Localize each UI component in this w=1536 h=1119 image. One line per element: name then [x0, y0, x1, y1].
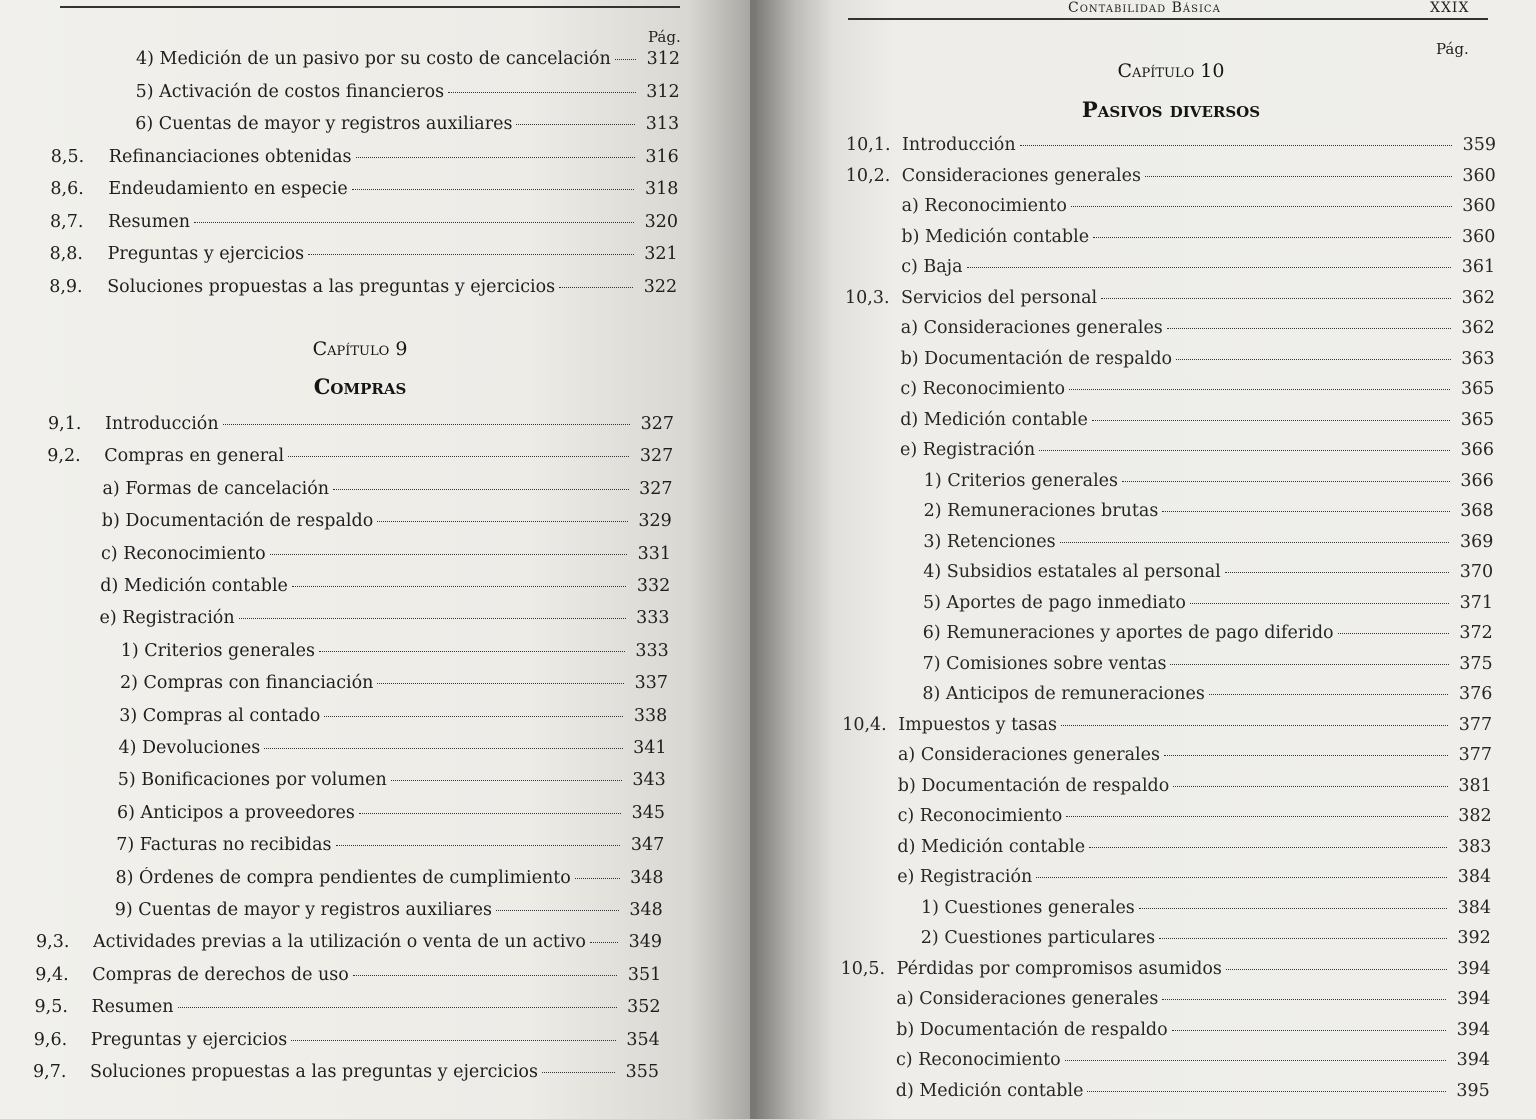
toc-page-number: 331 — [637, 543, 671, 564]
dot-leader — [448, 92, 635, 93]
toc-entry-title: Introducción — [105, 414, 219, 434]
dot-leader — [1069, 389, 1450, 390]
chapter-label: Capítulo 9 — [312, 338, 408, 360]
dot-leader — [1190, 603, 1449, 604]
toc-entry-title: a) Formas de cancelación — [102, 478, 330, 499]
toc-page-number: 366 — [1460, 470, 1494, 491]
toc-page-number: 377 — [1458, 714, 1493, 735]
toc-page-number: 355 — [625, 1062, 659, 1082]
dot-leader — [194, 222, 634, 223]
toc-entry-title: Consideraciones generales — [901, 165, 1141, 186]
dot-leader — [1225, 572, 1449, 573]
dot-leader — [1145, 176, 1452, 177]
toc-entry[interactable] — [922, 683, 1492, 705]
section-number: 8,5. — [50, 146, 85, 167]
toc-entry-title: Pérdidas por compromisos asumidos — [896, 958, 1222, 979]
toc-entry[interactable] — [135, 113, 679, 135]
toc-entry-title: Refinanciaciones obtenidas — [108, 146, 352, 167]
toc-entry-title: 2) Cuestiones particulares — [920, 928, 1156, 948]
toc-page-number: 375 — [1459, 653, 1493, 674]
toc-entry[interactable] — [923, 622, 1493, 644]
toc-page-number: 394 — [1456, 1050, 1490, 1070]
toc-entry-title: a) Consideraciones generales — [900, 318, 1163, 338]
toc-entry[interactable] — [896, 1049, 1490, 1071]
toc-entry[interactable] — [108, 243, 678, 265]
toc-entry-title: d) Medición contable — [897, 836, 1086, 857]
toc-entry[interactable] — [901, 287, 1495, 309]
dot-leader — [291, 1040, 615, 1041]
toc-entry-title: Impuestos y tasas — [898, 714, 1057, 735]
dot-leader — [1170, 664, 1448, 665]
toc-page-number: 313 — [645, 114, 680, 134]
toc-entry-title: c) Reconocimiento — [101, 543, 266, 564]
toc-entry[interactable] — [103, 478, 673, 500]
toc-page-number: 318 — [644, 179, 679, 199]
toc-entry[interactable] — [898, 775, 1492, 797]
top-rule — [848, 18, 1488, 20]
toc-entry[interactable] — [116, 867, 664, 889]
toc-entry-title: 4) Subsidios estatales al personal — [923, 562, 1221, 582]
toc-entry-title: b) Documentación de respaldo — [101, 511, 374, 532]
toc-entry-title: 1) Criterios generales — [120, 640, 315, 661]
toc-entry[interactable] — [923, 653, 1493, 675]
dot-leader — [324, 716, 623, 717]
toc-page-number: 365 — [1460, 379, 1495, 399]
toc-page-number: 372 — [1459, 623, 1493, 643]
toc-entry[interactable] — [108, 211, 678, 233]
toc-entry[interactable] — [115, 899, 663, 921]
dot-leader — [1087, 1091, 1445, 1092]
toc-entry-title: Compras en general — [104, 446, 285, 467]
section-number: 10,5. — [840, 958, 886, 979]
dot-leader — [356, 157, 635, 158]
toc-page-number: 352 — [627, 997, 661, 1018]
toc-page-number: 363 — [1461, 348, 1495, 369]
toc-entry[interactable] — [121, 640, 669, 662]
dot-leader — [1159, 938, 1447, 939]
dot-leader — [1061, 725, 1448, 726]
toc-entry[interactable] — [109, 146, 679, 168]
toc-entry-title: e) Registración — [897, 867, 1033, 887]
dot-leader — [1020, 145, 1452, 146]
section-number: 10,3. — [845, 287, 890, 308]
toc-entry[interactable] — [108, 178, 678, 200]
toc-page-number: 332 — [636, 576, 671, 596]
toc-entry[interactable] — [119, 737, 667, 759]
toc-entry[interactable] — [924, 470, 1494, 492]
dot-leader — [590, 942, 618, 943]
toc-page-number: 327 — [640, 414, 674, 434]
toc-entry[interactable] — [896, 988, 1490, 1010]
toc-page-number: 376 — [1458, 684, 1493, 704]
toc-page-number: 381 — [1458, 775, 1492, 796]
dot-leader — [333, 489, 628, 490]
dot-leader — [352, 189, 635, 190]
dot-leader — [308, 254, 633, 255]
toc-entry-title: Compras de derechos de uso — [92, 964, 349, 985]
toc-entry[interactable] — [91, 1029, 660, 1051]
toc-page-number: 360 — [1461, 226, 1496, 247]
dot-leader — [1092, 420, 1450, 421]
dot-leader — [1122, 481, 1450, 482]
toc-page-number: 383 — [1457, 836, 1492, 857]
toc-entry-title: 4) Devoluciones — [118, 738, 261, 758]
dot-leader — [1071, 206, 1452, 207]
toc-page-number: 370 — [1459, 562, 1494, 582]
toc-entry-title: Endeudamiento en especie — [108, 179, 348, 199]
dot-leader — [1167, 328, 1451, 329]
toc-entry-title: b) Documentación de respaldo — [897, 775, 1170, 796]
toc-entry[interactable] — [136, 48, 680, 70]
dot-leader — [264, 748, 622, 749]
toc-entry[interactable] — [120, 672, 668, 694]
toc-entry[interactable] — [92, 964, 661, 986]
toc-entry-title: 6) Anticipos a proveedores — [117, 802, 355, 823]
toc-entry[interactable] — [896, 1080, 1490, 1102]
toc-page-number: 394 — [1456, 1019, 1491, 1040]
toc-entry-title: c) Baja — [901, 257, 963, 277]
section-number: 10,1. — [846, 135, 891, 155]
dot-leader — [353, 975, 617, 976]
toc-entry[interactable] — [119, 705, 667, 727]
dot-leader — [1093, 237, 1451, 238]
toc-entry[interactable] — [898, 744, 1492, 766]
toc-entry[interactable] — [100, 607, 670, 629]
toc-page-number: 349 — [628, 932, 662, 953]
toc-entry[interactable] — [901, 226, 1495, 248]
toc-entry[interactable] — [900, 409, 1494, 431]
section-number: 10,4. — [842, 714, 887, 735]
toc-entry-title: c) Reconocimiento — [900, 379, 1066, 399]
toc-page-number: 369 — [1459, 531, 1494, 552]
toc-page-number: 368 — [1460, 501, 1494, 521]
toc-entry[interactable] — [897, 958, 1491, 980]
dot-leader — [1089, 847, 1447, 848]
dot-leader — [1036, 877, 1447, 878]
dot-leader — [1338, 633, 1449, 634]
toc-entry-title: e) Registración — [99, 608, 235, 629]
toc-page-number: 337 — [634, 673, 668, 694]
toc-page-number: 321 — [644, 244, 678, 264]
toc-page-number: 333 — [635, 640, 669, 661]
section-number: 9,4. — [35, 964, 69, 985]
toc-entry[interactable] — [93, 931, 662, 953]
toc-entry[interactable] — [901, 317, 1495, 339]
toc-page-number: 362 — [1461, 318, 1495, 338]
toc-page-number: 327 — [639, 446, 674, 467]
toc-entry[interactable] — [101, 543, 671, 565]
toc-page-number: 354 — [626, 1029, 660, 1050]
dot-leader — [1176, 359, 1451, 360]
running-head: Contabilidad Básica — [1068, 0, 1221, 16]
toc-entry[interactable] — [900, 439, 1494, 461]
toc-entry-title: 7) Comisiones sobre ventas — [922, 653, 1167, 674]
toc-entry[interactable] — [896, 1019, 1490, 1041]
chapter-title: Pasivos diversos — [1081, 97, 1261, 122]
toc-entry[interactable] — [117, 802, 665, 824]
toc-entry-title: 8) Órdenes de compra pendientes de cumplimiento — [115, 867, 571, 888]
toc-page-number: 371 — [1459, 592, 1493, 613]
toc-page-number: 343 — [632, 770, 666, 791]
toc-entry-title: Introducción — [902, 135, 1016, 155]
toc-page-number: 320 — [644, 211, 678, 232]
toc-entry-title: 5) Aportes de pago inmediato — [923, 592, 1186, 613]
section-number: 8,7. — [50, 211, 84, 232]
toc-entry-title: Preguntas y ejercicios — [90, 1029, 288, 1050]
toc-page-number: 333 — [636, 608, 670, 629]
section-number: 8,8. — [49, 244, 83, 264]
toc-entry-title: c) Reconocimiento — [897, 806, 1063, 826]
toc-entry-title: b) Medición contable — [901, 226, 1090, 247]
toc-entry-title: 5) Activación de costos financieros — [135, 81, 445, 102]
toc-entry[interactable] — [116, 834, 664, 856]
toc-entry[interactable] — [902, 195, 1496, 217]
toc-page-number: 384 — [1457, 867, 1492, 887]
top-rule — [60, 6, 680, 8]
toc-entry-title: 2) Remuneraciones brutas — [923, 501, 1159, 521]
chapter-label: Capítulo 10 — [1117, 60, 1225, 82]
toc-page-number: 377 — [1458, 745, 1492, 765]
dot-leader — [1066, 816, 1447, 817]
dot-leader — [496, 910, 619, 911]
toc-entry[interactable] — [902, 134, 1496, 156]
left-page — [0, 0, 750, 1119]
toc-entry-title: 1) Cuestiones generales — [921, 897, 1135, 918]
toc-entry[interactable] — [118, 769, 666, 791]
dot-leader — [1162, 999, 1446, 1000]
dot-leader — [1164, 755, 1448, 756]
toc-entry[interactable] — [901, 256, 1495, 278]
dot-leader — [288, 456, 629, 457]
dot-leader — [516, 124, 635, 125]
toc-entry-title: a) Reconocimiento — [901, 196, 1067, 216]
toc-entry-title: Soluciones propuestas a las preguntas y ejercicios — [107, 276, 556, 297]
toc-page-number: 359 — [1462, 135, 1496, 155]
toc-page-number: 348 — [630, 867, 664, 888]
toc-entry-title: Soluciones propuestas a las preguntas y ejercicios — [90, 1062, 538, 1082]
toc-entry-title: Resumen — [91, 997, 174, 1018]
dot-leader — [377, 521, 628, 522]
dot-leader — [359, 813, 621, 814]
dot-leader — [1173, 786, 1448, 787]
toc-page-number: 362 — [1461, 287, 1495, 308]
toc-page-number: 347 — [630, 835, 665, 856]
toc-entry-title: b) Documentación de respaldo — [900, 348, 1173, 369]
toc-page-number: 366 — [1460, 440, 1494, 460]
section-number: 9,3. — [36, 932, 70, 953]
toc-entry-title: 8) Anticipos de remuneraciones — [922, 684, 1205, 704]
toc-page-number: 348 — [629, 900, 663, 920]
folio: XXIX — [1430, 0, 1470, 16]
dot-leader — [270, 554, 627, 555]
toc-entry-title: 2) Compras con financiación — [120, 673, 374, 694]
toc-entry[interactable] — [90, 1061, 659, 1083]
dot-leader — [292, 586, 626, 587]
toc-page-number: 351 — [627, 964, 662, 985]
toc-entry-title: 6) Cuentas de mayor y registros auxiliares — [135, 114, 513, 134]
toc-page-number: 394 — [1456, 989, 1491, 1009]
toc-entry[interactable] — [902, 165, 1496, 187]
toc-entry[interactable] — [897, 866, 1491, 888]
dot-leader — [223, 424, 630, 425]
toc-page-number: 312 — [646, 81, 680, 102]
dot-leader — [967, 267, 1452, 268]
dot-leader — [542, 1072, 615, 1073]
toc-page-number: 382 — [1458, 806, 1492, 826]
toc-entry-title: 5) Bonificaciones por volumen — [117, 770, 387, 791]
toc-entry-title: a) Consideraciones generales — [896, 989, 1159, 1009]
dot-leader — [239, 618, 626, 619]
toc-entry-title: b) Documentación de respaldo — [896, 1019, 1168, 1040]
toc-page-number: 360 — [1462, 165, 1496, 186]
dot-leader — [1139, 908, 1447, 909]
dot-leader — [615, 59, 636, 60]
section-number: 8,6. — [50, 179, 84, 199]
dot-leader — [559, 287, 633, 288]
toc-entry-title: 1) Criterios generales — [923, 470, 1119, 491]
dot-leader — [178, 1007, 617, 1008]
section-number: 9,2. — [47, 446, 81, 467]
toc-page-number: 361 — [1461, 257, 1496, 277]
toc-page-number: 384 — [1457, 897, 1491, 918]
toc-entry-title: Actividades previas a la utilización o venta de un activo — [93, 932, 586, 953]
page-column-label: Pág. — [1436, 40, 1469, 58]
dot-leader — [1039, 450, 1450, 451]
toc-entry[interactable] — [898, 805, 1492, 827]
toc-entry-title: d) Medición contable — [100, 576, 288, 596]
toc-entry-title: d) Medición contable — [900, 409, 1088, 430]
toc-entry[interactable] — [92, 996, 661, 1018]
chapter-title: Compras — [313, 374, 407, 399]
toc-entry[interactable] — [924, 500, 1494, 522]
toc-page-number: 345 — [631, 802, 665, 823]
toc-page-number: 341 — [633, 738, 667, 758]
section-number: 9,7. — [33, 1062, 67, 1082]
toc-entry[interactable] — [100, 575, 670, 597]
toc-entry[interactable] — [921, 927, 1491, 949]
toc-entry[interactable] — [923, 561, 1493, 583]
toc-page-number: 338 — [633, 705, 668, 726]
dot-leader — [391, 780, 622, 781]
dot-leader — [1209, 694, 1449, 695]
section-number: 10,2. — [845, 165, 891, 186]
toc-entry-title: 6) Remuneraciones y aportes de pago diferido — [922, 623, 1334, 643]
toc-entry-title: 3) Retenciones — [923, 531, 1056, 552]
dot-leader — [319, 651, 625, 652]
toc-page-number: 360 — [1462, 196, 1496, 216]
toc-page-number: 392 — [1457, 928, 1491, 948]
toc-entry[interactable] — [105, 413, 674, 435]
section-number: 8,9. — [49, 276, 83, 297]
dot-leader — [377, 683, 624, 684]
toc-page-number: 394 — [1457, 958, 1491, 979]
toc-page-number: 365 — [1460, 409, 1495, 430]
page-column-label: Pág. — [648, 28, 681, 46]
toc-entry[interactable] — [923, 592, 1493, 614]
toc-entry-title: c) Reconocimiento — [896, 1050, 1061, 1070]
toc-entry[interactable] — [107, 276, 677, 298]
dot-leader — [1060, 542, 1450, 543]
toc-page-number: 316 — [645, 146, 679, 167]
toc-entry-title: 7) Facturas no recibidas — [116, 835, 332, 856]
toc-entry[interactable] — [102, 510, 672, 532]
toc-page-number: 327 — [639, 478, 673, 499]
toc-entry-title: a) Consideraciones generales — [898, 745, 1160, 765]
toc-entry[interactable] — [921, 897, 1491, 919]
toc-entry-title: 9) Cuentas de mayor y registros auxiliares — [114, 900, 492, 920]
toc-entry[interactable] — [897, 836, 1491, 858]
toc-page-number: 329 — [638, 511, 672, 532]
dot-leader — [1172, 1030, 1447, 1031]
section-number: 9,5. — [34, 997, 68, 1018]
toc-entry-title: Resumen — [108, 211, 191, 232]
toc-page-number: 322 — [643, 276, 678, 297]
toc-entry-title: Preguntas y ejercicios — [107, 244, 305, 264]
toc-page-number: 395 — [1456, 1080, 1490, 1101]
right-page — [756, 0, 1536, 1119]
toc-entry-title: 4) Medición de un pasivo por su costo de cancelación — [136, 49, 611, 69]
toc-entry-title: Servicios del personal — [901, 287, 1098, 308]
toc-entry[interactable] — [104, 445, 673, 467]
dot-leader — [575, 878, 620, 879]
toc-entry-title: e) Registración — [900, 440, 1036, 460]
toc-entry[interactable] — [898, 714, 1492, 736]
dot-leader — [1162, 511, 1449, 512]
dot-leader — [336, 845, 621, 846]
toc-entry[interactable] — [923, 531, 1493, 553]
dot-leader — [1226, 969, 1447, 970]
toc-entry-title: d) Medición contable — [895, 1080, 1084, 1101]
dot-leader — [1065, 1060, 1446, 1061]
toc-entry[interactable] — [901, 348, 1495, 370]
section-number: 9,6. — [33, 1029, 68, 1050]
section-number: 9,1. — [48, 414, 82, 434]
toc-entry-title: 3) Compras al contado — [119, 705, 321, 726]
dot-leader — [1101, 298, 1451, 299]
toc-entry[interactable] — [900, 378, 1494, 400]
toc-page-number: 312 — [646, 49, 680, 69]
toc-entry[interactable] — [136, 81, 680, 103]
